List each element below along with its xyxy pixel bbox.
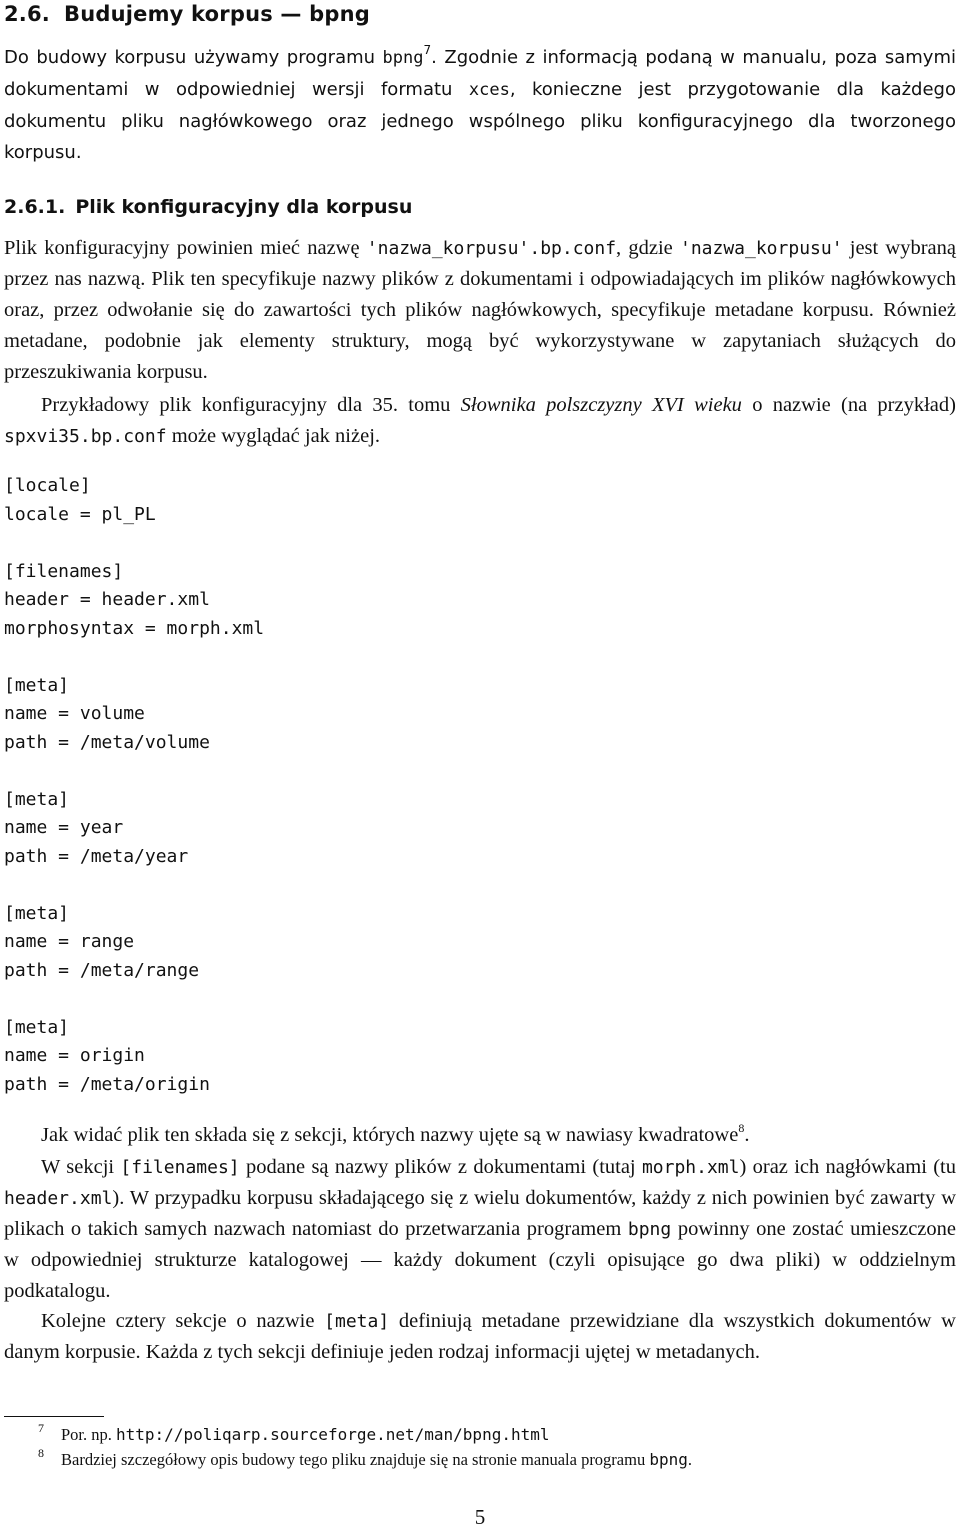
para5-code-meta: [meta] bbox=[324, 1311, 390, 1332]
para5-text-2: definiują metadane przewidziane dla wszystkich dokumentów w danym korpusie. Każda z tych sekcji definiuje jeden rodzaj informacji ujętej w metadanych. bbox=[4, 1310, 956, 1363]
para4-code-filenames: [filenames] bbox=[120, 1157, 240, 1178]
config-code-block: [locale] locale = pl_PL [filenames] header = header.xml morphosyntax = morph.xml [meta] name = volume path = /meta/volume [meta] name = year path = /meta/year [meta] name = range path = /meta/range [meta] name = origin path = /meta/origin bbox=[4, 475, 265, 1095]
para4-text-4: ). W przypadku korpusu składającego się z wielu dokumentów, każdy z nich powinien być zawarty w plikach o takich samych nazwach natomiast do przetwarzania programem bbox=[4, 1187, 956, 1240]
para4-text-5: powinny one zostać umieszczone w odpowiedniej strukturze katalogowej — każdy dokument (czyli opisujące go dwa pliki) w oddzielnym podkatalogu. bbox=[4, 1218, 956, 1302]
page-number: 5 bbox=[474, 1505, 486, 1529]
para2-code-filename: spxvi35.bp.conf bbox=[4, 426, 167, 447]
intro-text-1: Do budowy korpusu używamy programu bbox=[4, 47, 383, 68]
paragraph-example bbox=[4, 390, 956, 452]
section-number: 2.6. bbox=[4, 2, 50, 26]
para4-code-morph: morph.xml bbox=[641, 1157, 740, 1178]
footnote-7 bbox=[38, 1421, 550, 1446]
para3-text-2: . bbox=[744, 1124, 750, 1146]
para4-text-2: podane są nazwy plików z dokumentami (tutaj bbox=[239, 1156, 642, 1178]
footnote-8 bbox=[38, 1446, 692, 1471]
footnote-divider bbox=[4, 1416, 104, 1417]
para4-text-3: ) oraz ich nagłówkami (tu bbox=[739, 1156, 956, 1178]
footnote-mark: 8 bbox=[38, 1446, 44, 1460]
para4-code-header: header.xml bbox=[4, 1188, 113, 1209]
para1-text-2: , gdzie bbox=[616, 237, 680, 259]
footnote-url-link[interactable]: http://poliqarp.sourceforge.net/man/bpng.html bbox=[116, 1425, 550, 1444]
para2-text-3: może wyglądać jak niżej. bbox=[166, 425, 381, 447]
intro-text-2: . Zgodnie z informacją podaną w manualu, poza samymi dokumentami w odpowiedniej wersji formatu bbox=[4, 47, 956, 100]
intro-code-xces: xces bbox=[468, 80, 510, 100]
para2-text-1: Przykładowy plik konfiguracyjny dla 35. tomu bbox=[41, 394, 461, 416]
para1-text-1: Plik konfiguracyjny powinien mieć nazwę bbox=[4, 237, 367, 259]
paragraph-config-file bbox=[4, 233, 956, 388]
footnote-end: . bbox=[687, 1450, 692, 1469]
para1-code-filename: 'nazwa_korpusu'.bp.conf bbox=[366, 238, 617, 259]
para4-code-bpng: bpng bbox=[627, 1219, 672, 1240]
para4-text-1: W sekcji bbox=[41, 1156, 121, 1178]
footnote-ref-8[interactable]: 8 bbox=[738, 1121, 745, 1135]
para5-text-1: Kolejne cztery sekcje o nazwie bbox=[41, 1310, 325, 1332]
subsection-heading bbox=[4, 196, 412, 218]
footnote-mark: 7 bbox=[38, 1421, 44, 1435]
section-heading bbox=[4, 2, 370, 26]
intro-code-bpng: bpng bbox=[382, 48, 424, 68]
paragraph-filenames bbox=[4, 1152, 956, 1307]
footnote-text: Por. np. bbox=[61, 1425, 117, 1444]
footnote-text: Bardziej szczegółowy opis budowy tego pliku znajduje się na stronie manuala programu bbox=[61, 1450, 650, 1469]
intro-paragraph bbox=[4, 42, 956, 168]
subsection-number: 2.6.1. bbox=[4, 196, 66, 218]
paragraph-meta bbox=[4, 1306, 956, 1368]
intro-text-3: , konieczne jest przygotowanie dla każdego dokumentu pliku nagłówkowego oraz jednego wspólnego pliku konfiguracyjnego dla tworzonego korpusu. bbox=[4, 79, 956, 163]
para1-code-name: 'nazwa_korpusu' bbox=[679, 238, 843, 259]
para1-text-3: jest wybraną przez nas nazwą. bbox=[4, 237, 956, 290]
para2-italic-title: Słownika polszczyzny XVI wieku bbox=[460, 394, 742, 416]
subsection-title: Plik konfiguracyjny dla korpusu bbox=[75, 196, 413, 218]
section-title: Budujemy korpus — bpng bbox=[63, 2, 370, 26]
para1-text-4: Plik ten specyfikuje nazwy plików z dokumentami i odpowiadających im plików nagłówkowych oraz, przez odwołanie się do zawartości tych plików nagłówkowych, specyfikuje metadane korpusu. Również metadane, podobnie jak elementy struktury, mogą być wykorzystywane w zapytaniach służących do przeszukiwania korpusu. bbox=[4, 268, 956, 383]
para2-text-2: o nazwie (na przykład) bbox=[741, 394, 956, 416]
paragraph-sections bbox=[4, 1120, 956, 1151]
footnote-code-bpng: bpng bbox=[649, 1450, 688, 1469]
footnote-ref-7[interactable]: 7 bbox=[423, 43, 432, 57]
para3-text-1: Jak widać plik ten składa się z sekcji, których nazwy ujęte są w nawiasy kwadratowe bbox=[41, 1124, 739, 1146]
